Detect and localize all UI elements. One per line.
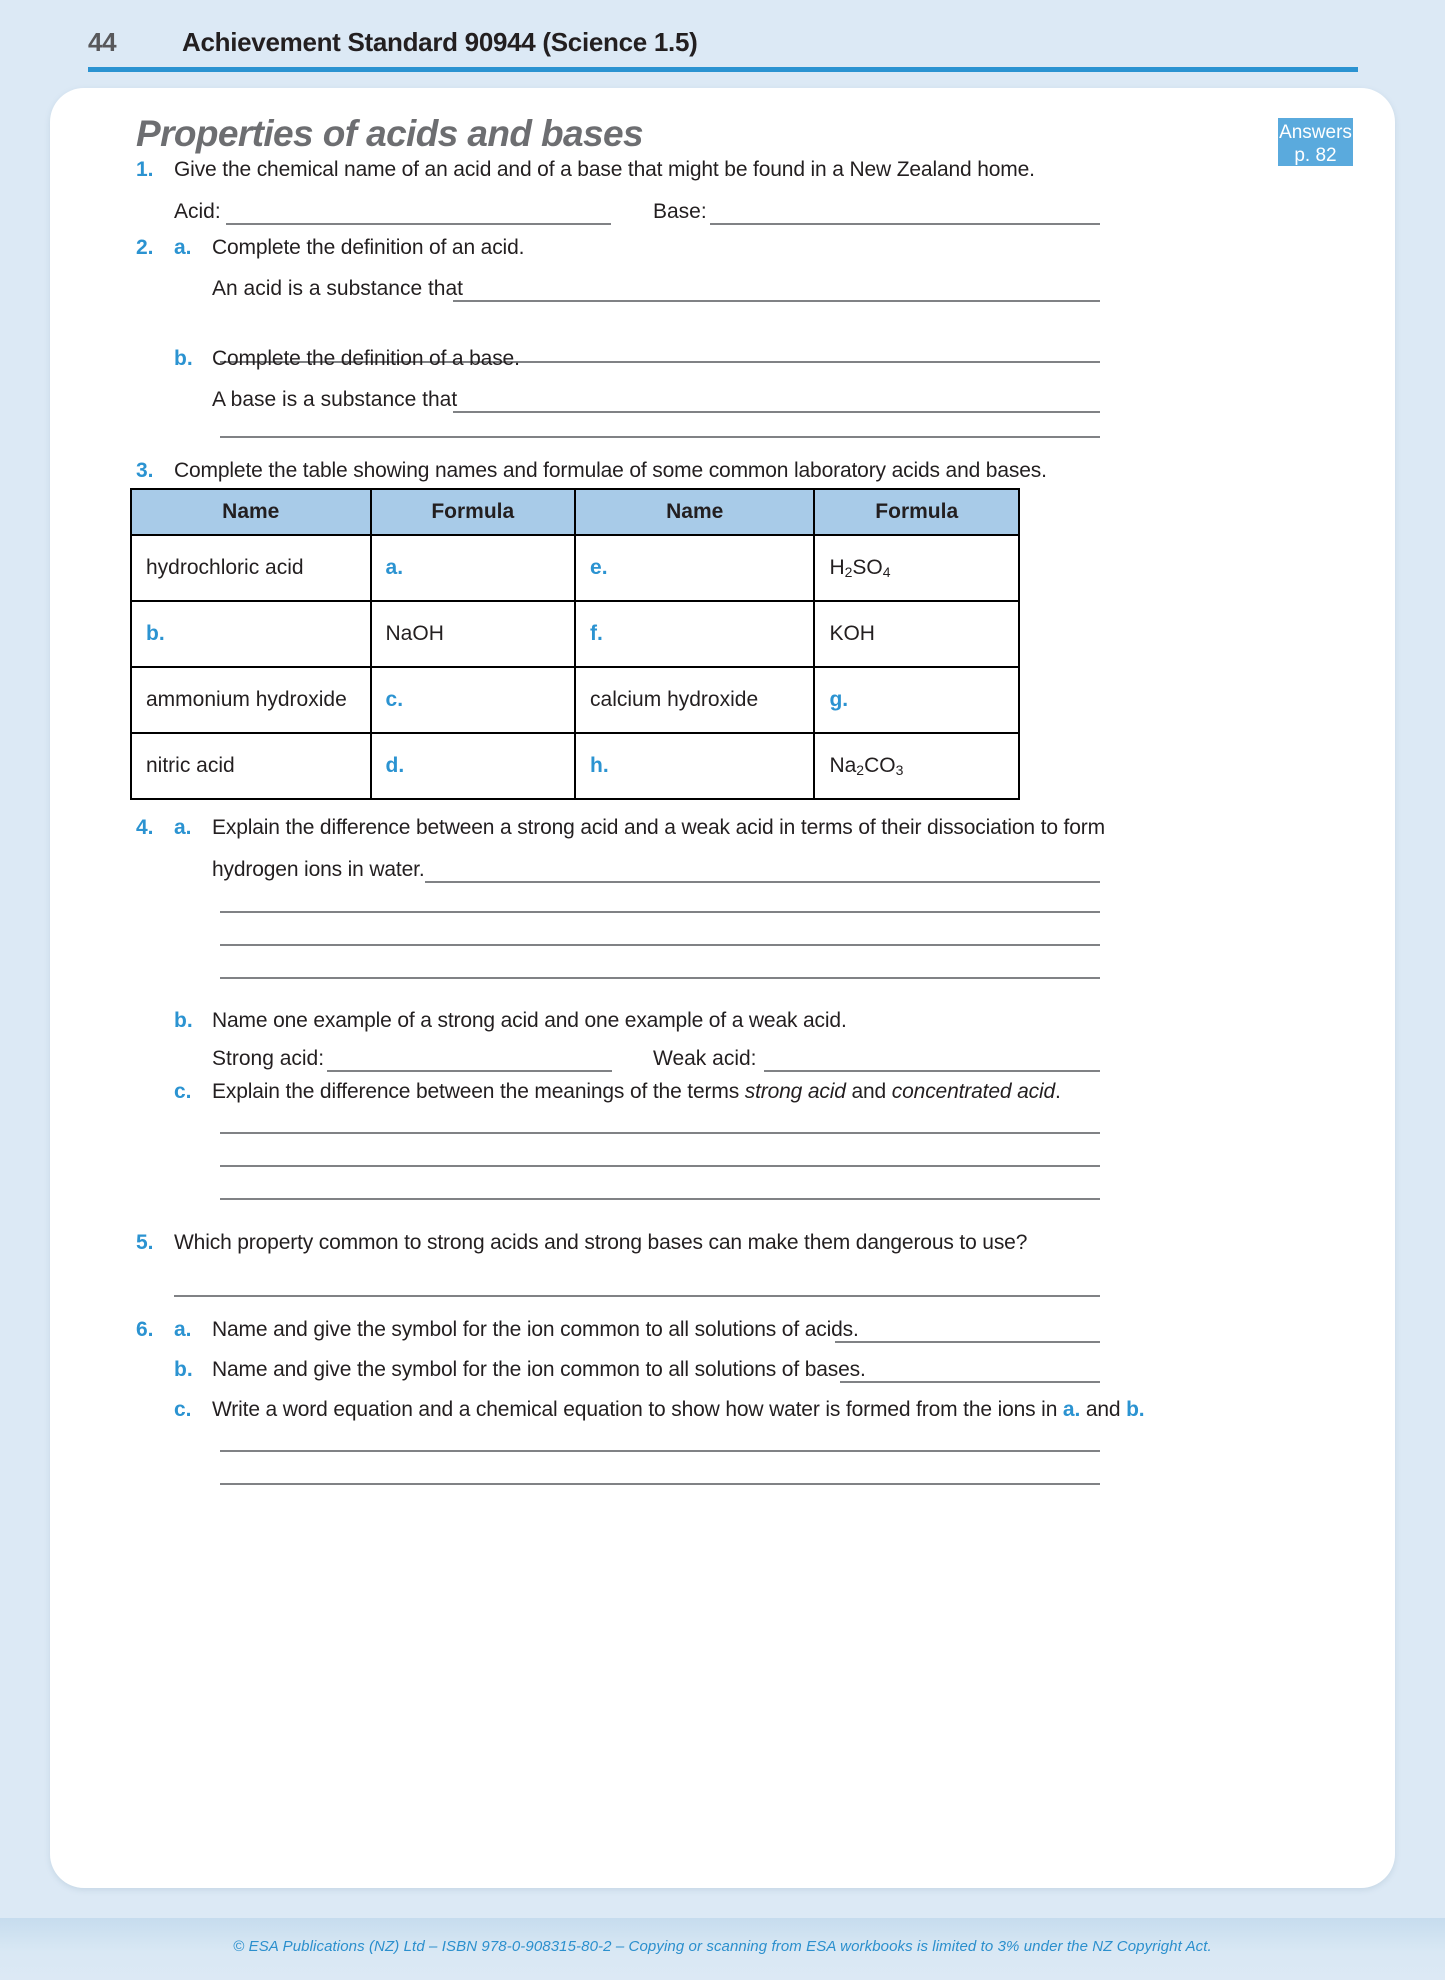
q6c-ref-b: b.	[1126, 1398, 1145, 1421]
q4a-answer-line-4[interactable]	[220, 977, 1100, 979]
q1-acid-answer-line[interactable]	[226, 223, 611, 225]
q2b-stem: A base is a substance that	[212, 388, 458, 411]
footer-copyright: © ESA Publications (NZ) Ltd – ISBN 978-0-908315-80-2 – Copying or scanning from ESA workbooks is limited to 3% under the NZ Copyright Act.	[233, 1938, 1212, 1955]
question-1-number: 1.	[136, 158, 154, 181]
q4b-strong-answer-line[interactable]	[327, 1070, 612, 1072]
acids-bases-table	[130, 488, 1020, 800]
table-cell-blank-label[interactable]: g.	[814, 667, 1019, 733]
answers-badge-line2: p. 82	[1294, 145, 1337, 166]
q4a-answer-line-3[interactable]	[220, 944, 1100, 946]
question-4b-text: Name one example of a strong acid and one example of a weak acid.	[212, 1009, 847, 1032]
question-4a-text-line2: hydrogen ions in water.	[212, 858, 425, 881]
q2a-stem: An acid is a substance that	[212, 277, 463, 300]
table-row	[131, 601, 1019, 667]
question-4c-letter: c.	[174, 1080, 192, 1103]
footer-bar	[0, 1918, 1445, 1980]
question-2a-letter: a.	[174, 236, 192, 259]
table-row	[131, 733, 1019, 799]
q4c-text-mid: and	[845, 1080, 892, 1103]
table-cell-value: ammonium hydroxide	[131, 667, 371, 733]
question-2a-text: Complete the definition of an acid.	[212, 236, 525, 259]
table-cell-value: hydrochloric acid	[131, 535, 371, 601]
table-cell-blank-label[interactable]: c.	[371, 667, 576, 733]
q4c-text-post: .	[1055, 1080, 1061, 1103]
q4a-answer-line-2[interactable]	[220, 911, 1100, 913]
table-header-name-2: Name	[575, 489, 814, 535]
q4a-answer-line-1[interactable]	[425, 881, 1100, 883]
question-6c-text	[212, 1398, 1144, 1422]
table-cell-value: $H_2SO_4$	[814, 535, 1019, 601]
question-4c-text	[212, 1080, 1061, 1104]
q4c-italic-strong-acid: strong acid	[744, 1080, 846, 1103]
q4b-weak-answer-line[interactable]	[764, 1070, 1100, 1072]
header-divider	[88, 67, 1358, 72]
q4b-weak-label: Weak acid:	[653, 1047, 757, 1070]
q6c-text-mid: and	[1080, 1398, 1127, 1421]
table-cell-blank-label[interactable]: a.	[371, 535, 576, 601]
question-6a-letter: a.	[174, 1318, 192, 1341]
q4c-answer-line-3[interactable]	[220, 1198, 1100, 1200]
question-2b-text: Complete the definition of a base.	[212, 347, 520, 370]
question-3-number: 3.	[136, 459, 154, 482]
table-cell-blank-label[interactable]: d.	[371, 733, 576, 799]
q6c-ref-a: a.	[1062, 1398, 1081, 1421]
question-3-text: Complete the table showing names and formulae of some common laboratory acids and bases.	[174, 459, 1047, 482]
question-2-number: 2.	[136, 236, 154, 259]
table-row	[131, 667, 1019, 733]
worksheet-card	[50, 88, 1395, 1888]
q6c-answer-line-1[interactable]	[220, 1450, 1100, 1452]
q6b-answer-line[interactable]	[840, 1381, 1100, 1383]
question-6b-letter: b.	[174, 1358, 193, 1381]
answers-badge[interactable]	[1278, 118, 1353, 166]
page-title: Achievement Standard 90944 (Science 1.5)	[182, 27, 698, 57]
question-4-number: 4.	[136, 816, 154, 839]
q6c-text-pre: Write a word equation and a chemical equation to show how water is formed from the ions in	[212, 1398, 1063, 1421]
page-number: 44	[88, 27, 117, 57]
answers-badge-line1: Answers	[1279, 122, 1352, 143]
worksheet-title: Properties of acids and bases	[136, 113, 643, 154]
q1-base-answer-line[interactable]	[710, 223, 1100, 225]
question-4a-text-line1: Explain the difference between a strong acid and a weak acid in terms of their dissociation to form	[212, 816, 1105, 839]
q4c-text-pre: Explain the difference between the meanings of the terms	[212, 1080, 745, 1103]
table-header-row	[131, 489, 1019, 535]
question-5-number: 5.	[136, 1231, 154, 1254]
table-body	[131, 535, 1019, 799]
question-2b-letter: b.	[174, 347, 193, 370]
page-header	[0, 0, 1445, 78]
q5-answer-line[interactable]	[174, 1295, 1100, 1297]
table-header-formula-1: Formula	[371, 489, 576, 535]
q4c-answer-line-1[interactable]	[220, 1132, 1100, 1134]
question-6-number: 6.	[136, 1318, 154, 1341]
q1-base-label: Base:	[653, 200, 707, 223]
q2a-answer-line-1[interactable]	[453, 300, 1100, 302]
table-row	[131, 535, 1019, 601]
table-header-formula-2: Formula	[814, 489, 1019, 535]
q4c-answer-line-2[interactable]	[220, 1165, 1100, 1167]
question-5-text: Which property common to strong acids and strong bases can make them dangerous to use?	[174, 1231, 1028, 1254]
question-4b-letter: b.	[174, 1009, 193, 1032]
table-cell-value: $Na_2CO_3$	[814, 733, 1019, 799]
table-cell-blank-label[interactable]: b.	[131, 601, 371, 667]
table-cell-value: nitric acid	[131, 733, 371, 799]
q2b-answer-line-2[interactable]	[220, 436, 1100, 438]
q6a-answer-line[interactable]	[835, 1341, 1100, 1343]
question-6a-text: Name and give the symbol for the ion common to all solutions of acids.	[212, 1318, 859, 1341]
q2b-answer-line-1[interactable]	[453, 411, 1100, 413]
question-1-text: Give the chemical name of an acid and of a base that might be found in a New Zealand home.	[174, 158, 1035, 181]
table-cell-blank-label[interactable]: e.	[575, 535, 814, 601]
table-cell-value: KOH	[814, 601, 1019, 667]
q4b-strong-label: Strong acid:	[212, 1047, 325, 1070]
q1-acid-label: Acid:	[174, 200, 221, 223]
q4c-italic-concentrated-acid: concentrated acid	[891, 1080, 1056, 1103]
question-6c-letter: c.	[174, 1398, 192, 1421]
q6c-answer-line-2[interactable]	[220, 1483, 1100, 1485]
table-header-name-1: Name	[131, 489, 371, 535]
table-cell-value: calcium hydroxide	[575, 667, 814, 733]
table-cell-blank-label[interactable]: h.	[575, 733, 814, 799]
table-cell-value: NaOH	[371, 601, 576, 667]
table-cell-blank-label[interactable]: f.	[575, 601, 814, 667]
question-4a-letter: a.	[174, 816, 192, 839]
question-6b-text: Name and give the symbol for the ion common to all solutions of bases.	[212, 1358, 866, 1381]
